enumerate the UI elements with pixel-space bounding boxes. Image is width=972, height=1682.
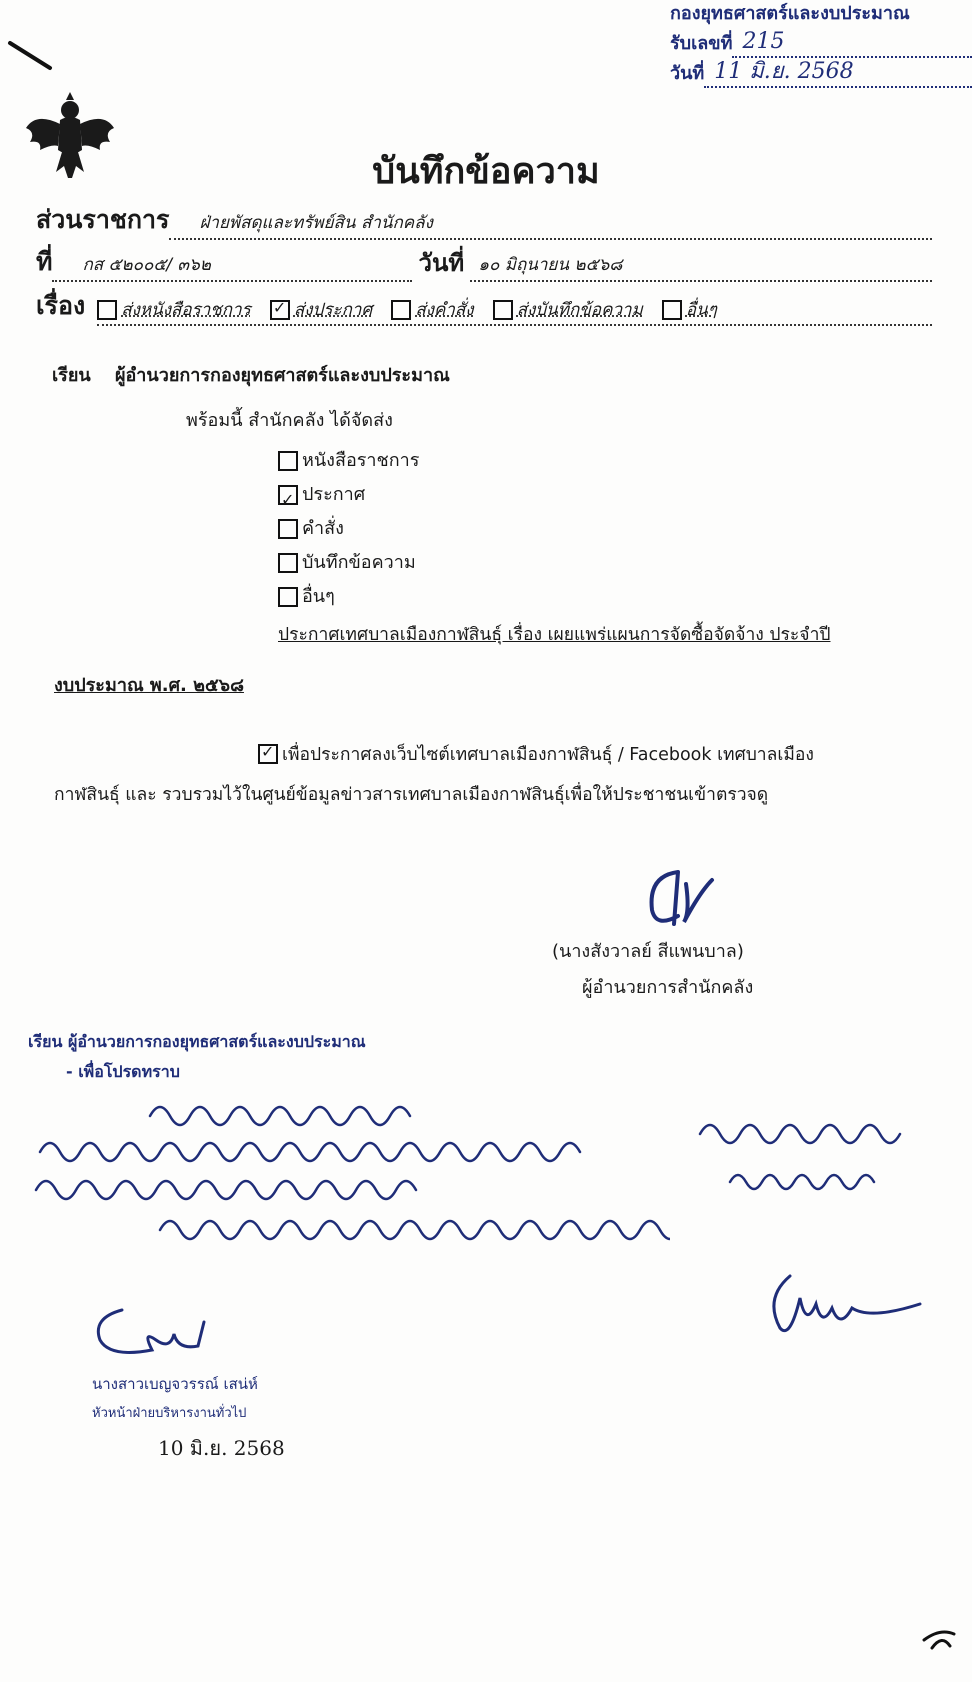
endorsement-to: เรียน ผู้อำนวยการกองยุทธศาสตร์และงบประมาณ — [28, 1032, 366, 1051]
to-line — [52, 360, 450, 389]
doc-type-item: คำสั่ง — [278, 512, 419, 546]
receiving-stamp — [670, 0, 972, 88]
doc-type-item: อื่นๆ — [278, 580, 419, 614]
subject-option-memo: ส่งบันทึกข้อความ — [493, 296, 643, 323]
memo-title: บันทึกข้อความ — [372, 151, 600, 192]
checkbox-empty-icon — [278, 587, 298, 607]
handwritten-note-right — [690, 1100, 920, 1210]
endorsement-for: - เพื่อโปรดทราบ — [66, 1062, 180, 1081]
stamp-date-value: 11 มิ.ย. 2568 — [704, 58, 972, 88]
ref-row — [36, 248, 932, 282]
checkbox-empty-icon — [278, 553, 298, 573]
stamp-date-row — [670, 58, 972, 88]
ref-value: กส ๕๒๐๐๕/ ๓๖๒ — [52, 252, 412, 282]
purpose-line-2: กาฬสินธุ์ และ รวบรวมไว้ในศูนย์ข้อมูลข่าวสารเทศบาลเมืองกาฬสินธุ์เพื่อให้ประชาชนเข้าตรวจดู — [54, 785, 769, 805]
checkbox-empty-icon — [278, 519, 298, 539]
initial-mark — [920, 1620, 964, 1654]
endorser-position: หัวหน้าฝ่ายบริหารงานทั่วไป — [92, 1406, 247, 1421]
to-value: ผู้อำนวยการกองยุทธศาสตร์และงบประมาณ — [114, 365, 450, 386]
agency-label: ส่วนราชการ — [36, 205, 170, 234]
ref-label: ที่ — [36, 247, 53, 276]
stamp-office: กองยุทธศาสตร์และงบประมาณ — [670, 3, 910, 24]
doc-type-item: หนังสือราชการ — [278, 444, 419, 478]
stamp-date-label: วันที่ — [670, 63, 705, 84]
memo-date-label: วันที่ — [418, 249, 465, 277]
director-signature — [630, 862, 740, 934]
doc-type-item: บันทึกข้อความ — [278, 546, 419, 580]
stamp-receive-no: 215 — [732, 28, 972, 58]
signer-position: ผู้อำนวยการสำนักคลัง — [582, 977, 754, 998]
subject-option-announcement: ✓ ส่งประกาศ — [270, 296, 372, 323]
checkbox-empty-icon — [391, 300, 411, 320]
checkbox-checked-icon — [270, 300, 290, 320]
subject-option-other: อื่นๆ — [662, 296, 717, 323]
subject-option-letter: ส่งหนังสือราชการ — [97, 296, 251, 323]
pen-stroke-mark — [5, 38, 55, 72]
checkbox-empty-icon — [97, 300, 117, 320]
intro-text: พร้อมนี้ สำนักคลัง ได้จัดส่ง — [186, 410, 393, 431]
endorsement-date: 10 มิ.ย. 2568 — [158, 1436, 285, 1460]
stamp-receive-row — [670, 28, 972, 58]
subject-option-order: ส่งคำสั่ง — [391, 296, 473, 323]
checkbox-empty-icon — [493, 300, 513, 320]
announcement-line-1: ประกาศเทศบาลเมืองกาฬสินธุ์ เรื่อง เผยแพร่แผนการจัดซื้อจัดจ้าง ประจำปี — [278, 625, 831, 645]
agency-value: ฝ่ายพัสดุและทรัพย์สิน สำนักคลัง — [169, 210, 932, 240]
doc-type-list — [278, 444, 419, 614]
signer-name: (นางสังวาลย์ สีแพนบาล) — [552, 941, 744, 962]
agency-row — [36, 206, 932, 240]
checkbox-checked-icon — [278, 485, 298, 505]
subject-row — [36, 292, 932, 326]
checkbox-empty-icon — [662, 300, 682, 320]
subject-options — [97, 296, 932, 326]
handwritten-note-left — [30, 1090, 670, 1290]
memo-date-value: ๑๐ มิถุนายน ๒๕๖๘ — [470, 252, 932, 282]
to-label: เรียน — [52, 365, 91, 386]
subject-label: เรื่อง — [36, 291, 86, 320]
checkbox-empty-icon — [278, 451, 298, 471]
doc-type-item: ✓ ประกาศ — [278, 478, 419, 512]
checkbox-checked-icon — [258, 744, 278, 764]
stamp-receive-label: รับเลขที่ — [670, 33, 733, 54]
endorser-name: นางสาวเบญจวรรณ์ เสน่ห์ — [92, 1375, 258, 1393]
announcement-line-2: งบประมาณ พ.ศ. ๒๕๖๘ — [54, 675, 244, 696]
endorser-signature — [82, 1300, 242, 1370]
purpose-line-1: ✓ เพื่อประกาศลงเว็บไซต์เทศบาลเมืองกาฬสินธุ์ / Facebook เทศบาลเมือง — [258, 740, 814, 768]
handwritten-signature-right — [760, 1258, 940, 1348]
